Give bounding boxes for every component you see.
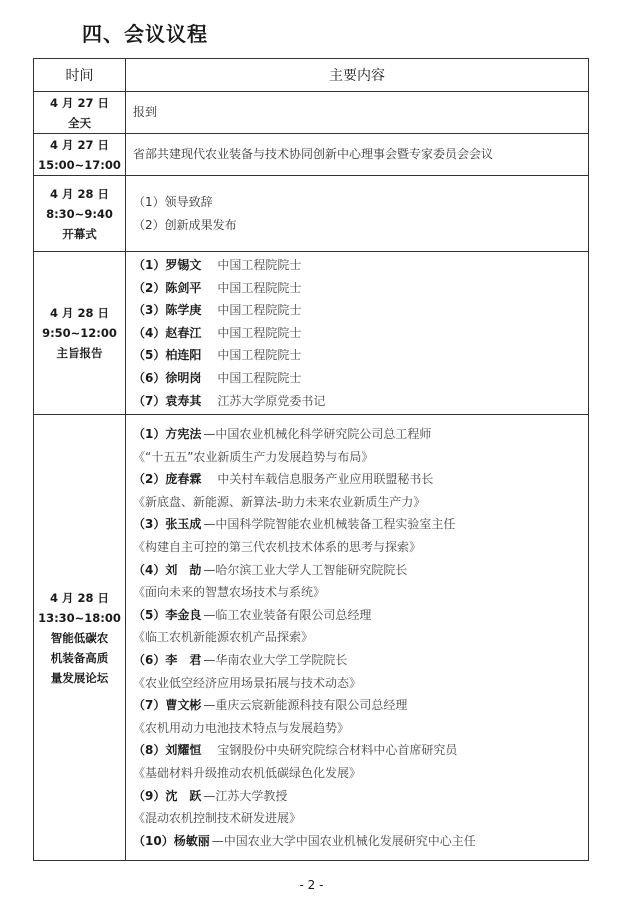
speaker-number: （1） bbox=[133, 258, 166, 272]
table-row bbox=[34, 176, 589, 252]
speaker-number: （3） bbox=[133, 303, 166, 318]
speaker-name: 徐明岗 bbox=[165, 370, 202, 385]
talk-topic: 《面向未来的智慧农场技术与系统》 bbox=[133, 585, 326, 600]
talk-speaker-name: 李金良 bbox=[165, 607, 202, 622]
talk-number: （4） bbox=[133, 562, 166, 577]
table-row bbox=[34, 252, 589, 415]
speaker-title: 中国工程院院士 bbox=[217, 280, 302, 295]
time-cell: 4 月 28 日 8:30~9:40 开幕式 bbox=[34, 176, 126, 252]
list-item: （2）创新成果发布 bbox=[133, 217, 237, 232]
talk-speaker-name: 方宪法 bbox=[165, 427, 202, 442]
talk-speaker-line bbox=[133, 649, 588, 672]
talk-affiliation: 中关村车载信息服务产业应用联盟秘书长 bbox=[217, 472, 434, 487]
talk-speaker-name: 庞春霖 bbox=[165, 472, 202, 487]
talk-speaker-line bbox=[133, 830, 588, 853]
talk-number: （1） bbox=[133, 427, 166, 442]
speaker-line bbox=[133, 254, 588, 277]
list-item: （1）领导致辞 bbox=[133, 194, 213, 209]
time-cell: 4 月 28 日 13:30~18:00 智能低碳农 机装备高质 量发展论坛 bbox=[34, 415, 126, 861]
agenda-table bbox=[33, 58, 589, 861]
page-number: - 2 - bbox=[299, 878, 324, 892]
talk-affiliation: —哈尔滨工业大学人工智能研究院院长 bbox=[203, 562, 408, 577]
speaker-title: 中国工程院院士 bbox=[217, 258, 302, 272]
header-content: 主要内容 bbox=[126, 59, 589, 92]
talk-affiliation: —华南农业大学工学院院长 bbox=[203, 652, 348, 667]
talk-speaker-name: 李 君 bbox=[165, 652, 202, 667]
talk-number: （3） bbox=[133, 517, 166, 532]
talk-number: （2） bbox=[133, 472, 166, 487]
talk-affiliation: —重庆云宸新能源科技有限公司总经理 bbox=[203, 698, 408, 713]
speaker-line bbox=[133, 390, 588, 413]
talk-affiliation: —江苏大学教授 bbox=[203, 788, 288, 803]
talk-speaker-name: 杨敏丽 bbox=[173, 833, 210, 848]
talk-number: （6） bbox=[133, 652, 166, 667]
speaker-line bbox=[133, 322, 588, 345]
speaker-name: 罗锡文 bbox=[165, 258, 202, 272]
talk-speaker-line bbox=[133, 739, 588, 762]
section-heading: 四、会议议程 bbox=[82, 22, 208, 46]
talk-affiliation: 宝钢股份中央研究院综合材料中心首席研究员 bbox=[217, 743, 458, 758]
speaker-title: 中国工程院院士 bbox=[217, 370, 302, 385]
speaker-name: 柏连阳 bbox=[165, 348, 202, 363]
talk-affiliation: —中国农业大学中国农业机械化发展研究中心主任 bbox=[211, 833, 476, 848]
talk-topic: 《“十五五”农业新质生产力发展趋势与布局》 bbox=[133, 449, 374, 464]
talk-speaker-name: 沈 跃 bbox=[165, 788, 202, 803]
talk-affiliation: —临工农业装备有限公司总经理 bbox=[203, 607, 372, 622]
speaker-title: 中国工程院院士 bbox=[217, 348, 302, 363]
talk-speaker-name: 刘 劼 bbox=[165, 562, 202, 577]
speaker-title: 中国工程院院士 bbox=[217, 325, 302, 340]
talk-topic: 《新底盘、新能源、新算法-助力未来农业新质生产力》 bbox=[133, 494, 426, 509]
speaker-line bbox=[133, 367, 588, 390]
talk-topic: 《农业低空经济应用场景拓展与技术动态》 bbox=[133, 675, 362, 690]
talk-number: （10） bbox=[133, 833, 174, 848]
talk-topic: 《基础材料升级推动农机低碳绿色化发展》 bbox=[133, 765, 362, 780]
speaker-number: （2） bbox=[133, 280, 166, 295]
time-cell: 4 月 28 日 9:50~12:00 主旨报告 bbox=[34, 252, 126, 415]
speaker-line bbox=[133, 299, 588, 322]
talk-speaker-line bbox=[133, 423, 588, 446]
table-row bbox=[34, 134, 589, 176]
content-cell bbox=[126, 134, 589, 176]
talk-speaker-line bbox=[133, 513, 588, 536]
talk-topic: 《临工农机新能源农机产品探索》 bbox=[133, 630, 314, 645]
talk-speaker-line bbox=[133, 468, 588, 491]
talk-topic: 《构建自主可控的第三代农机技术体系的思考与探索》 bbox=[133, 539, 422, 554]
content-cell bbox=[126, 176, 589, 252]
speaker-number: （6） bbox=[133, 370, 166, 385]
talk-speaker-line bbox=[133, 694, 588, 717]
time-cell: 4 月 27 日 15:00~17:00 bbox=[34, 134, 126, 176]
content-cell bbox=[126, 415, 589, 861]
speaker-title: 中国工程院院士 bbox=[217, 303, 302, 318]
table-row bbox=[34, 415, 589, 861]
talk-topic: 《农机用动力电池技术特点与发展趋势》 bbox=[133, 720, 350, 735]
header-time: 时间 bbox=[34, 59, 126, 92]
talk-affiliation: —中国科学院智能农业机械装备工程实验室主任 bbox=[203, 517, 456, 532]
talk-number: （7） bbox=[133, 698, 166, 713]
speaker-name: 陈学庚 bbox=[165, 303, 202, 318]
talk-affiliation: —中国农业机械化科学研究院公司总工程师 bbox=[203, 427, 432, 442]
talk-speaker-line bbox=[133, 785, 588, 808]
content-text: 省部共建现代农业装备与技术协同创新中心理事会暨专家委员会会议 bbox=[133, 147, 494, 162]
table-header-row bbox=[34, 59, 589, 92]
speaker-number: （4） bbox=[133, 325, 166, 340]
talk-speaker-line bbox=[133, 604, 588, 627]
talk-speaker-name: 刘耀恒 bbox=[165, 743, 202, 758]
talk-number: （8） bbox=[133, 743, 166, 758]
talk-number: （9） bbox=[133, 788, 166, 803]
speaker-number: （7） bbox=[133, 393, 166, 408]
speaker-name: 袁寿其 bbox=[165, 393, 202, 408]
content-cell bbox=[126, 252, 589, 415]
speaker-line bbox=[133, 344, 588, 367]
content-cell bbox=[126, 92, 589, 134]
talk-speaker-name: 张玉成 bbox=[165, 517, 202, 532]
speaker-name: 陈剑平 bbox=[165, 280, 202, 295]
table-row bbox=[34, 92, 589, 134]
speaker-line bbox=[133, 277, 588, 300]
speaker-number: （5） bbox=[133, 348, 166, 363]
speaker-title: 江苏大学原党委书记 bbox=[217, 393, 326, 408]
talk-speaker-name: 曹文彬 bbox=[165, 698, 202, 713]
talk-speaker-line bbox=[133, 559, 588, 582]
time-cell: 4 月 27 日 全天 bbox=[34, 92, 126, 134]
speaker-name: 赵春江 bbox=[165, 325, 202, 340]
talk-topic: 《混动农机控制技术研发进展》 bbox=[133, 811, 302, 826]
content-text: 报到 bbox=[133, 105, 158, 120]
talk-number: （5） bbox=[133, 607, 166, 622]
